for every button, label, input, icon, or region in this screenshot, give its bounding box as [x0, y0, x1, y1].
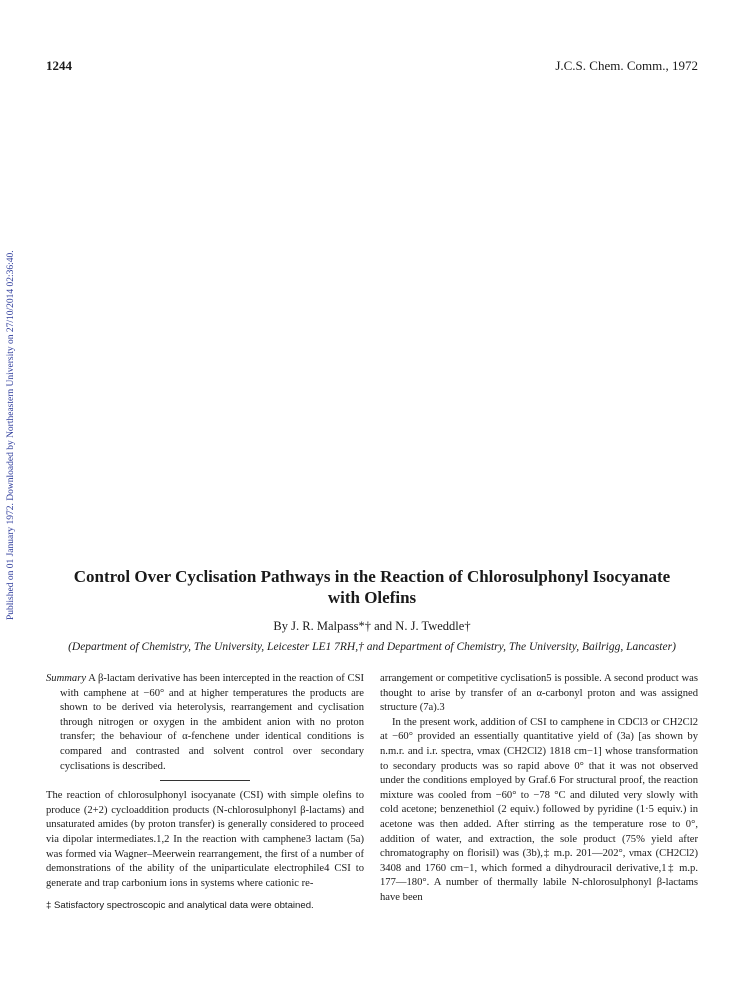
left-column — [46, 672, 364, 914]
body-paragraph-intro: The reaction of chlorosulphonyl isocyanate (CSI) with simple olefins to produce (2+2) cycloaddition products (N-chlorosulphonyl β-lactams) and unsaturated amides (by proton transfer) is generally considered to proceed via dipolar intermediates.1,2 In the reaction with camphene3 lactam (5a) was formed via Wagner–Meerwein rearrangement, the first of a number of demonstrations of the ability of the uniparticulate electrophile4 CSI to generate and trap carbonium ions in systems where cationic re- — [46, 790, 364, 889]
author-byline: By J. R. Malpass*† and N. J. Tweddle† — [273, 619, 471, 633]
summary-block — [46, 672, 364, 774]
summary-label: Summary — [46, 673, 87, 684]
right-column — [380, 672, 698, 906]
journal-citation: J.C.S. Chem. Comm., 1972 — [555, 58, 698, 73]
download-watermark[interactable]: Published on 01 January 1972. Downloaded by Northeastern University on 27/10/2014 02:36:40. — [6, 250, 16, 620]
body-paragraph-present-work: In the present work, addition of CSI to camphene in CDCl3 or CH2Cl2 at −60° provided an essentially quantitative yield of (3a) [as shown by n.m.r. and i.r. spectra, νmax (CH2Cl2) 1818 cm−1] whose transformation to secondary products was so rapid above 0° that it was not observed under the conditions employed by Graf.6 For structural proof, the reaction mixture was cooled from −60° to −78 °C and diluted very slowly with cold acetone; benzenethiol (2 equiv.) followed by pyridine (1·5 equiv.) in acetone was then added. After stirring as the temperature rose to 0°, addition of water, and extraction, the sole product (75% yield after chromatography on florisil) was (3b),‡ m.p. 201—202°, νmax (CH2Cl2) 3408 and 1760 cm−1, which formed a dihydrouracil derivative,1‡ m.p. 177—180°. A number of thermally labile N-chlorosulphonyl β-lactams have been — [380, 716, 698, 903]
summary-text: A β-lactam derivative has been intercepted in the reaction of CSI with camphene at −60° and at higher temperatures the products are shown to be derived via heterolysis, rearrangement and cyclisation through nitrogen or oxygen in the ambident anion with no proton transfer; the behaviour of α-fenchene under identical conditions is compared and contrasted and solvent control over secondary cyclisations is described. — [60, 673, 364, 772]
body-paragraph-continued: arrangement or competitive cyclisation5 is possible. A second product was thought to arise by transfer of an α-carbonyl proton and was assigned structure (7a).3 — [380, 673, 698, 714]
page-number: 1244 — [46, 58, 72, 73]
section-divider — [160, 780, 250, 781]
article-title: Control Over Cyclisation Pathways in the Reaction of Chlorosulphonyl Isocyanate with Olefins — [73, 567, 671, 607]
footnote: ‡ Satisfactory spectroscopic and analytical data were obtained. — [46, 900, 314, 912]
author-affiliation: (Department of Chemistry, The University, Leicester LE1 7RH,† and Department of Chemistry, The University, Bailrigg, Lancaster) — [68, 641, 676, 653]
